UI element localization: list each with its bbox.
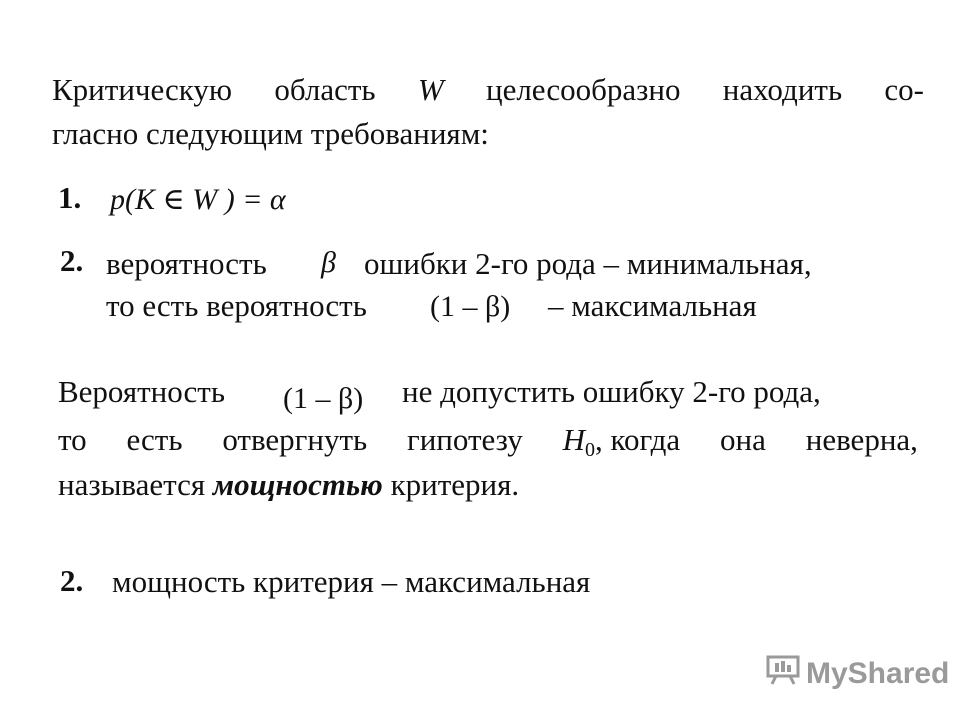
power-def-formula: (1 – β): [283, 382, 364, 415]
H-subscript: 0: [585, 439, 595, 461]
watermark-logo: [766, 655, 949, 693]
requirement-2-text-2: ошибки 2-го рода – минимальная,: [364, 246, 812, 281]
one-minus-beta-formula: (1 – β): [430, 290, 511, 323]
requirement-2-text-3: то есть вероятность: [106, 288, 367, 323]
word: находить: [722, 72, 843, 107]
word: она: [720, 422, 766, 457]
power-def-line-3: [58, 469, 519, 500]
word: неверна,: [805, 422, 918, 457]
variable-W: W: [417, 72, 444, 107]
hypothesis-H0: [563, 424, 681, 460]
word: Критическую: [52, 72, 233, 107]
text: называется: [58, 467, 213, 502]
watermark-text: MyShared: [806, 657, 950, 690]
beta-symbol: β: [321, 246, 336, 279]
word: , когда: [595, 422, 681, 457]
power-def-line-2: [58, 424, 918, 460]
requirement-2b-number: 2.: [60, 563, 84, 598]
word: то: [58, 422, 87, 457]
requirement-2b-text: мощность критерия – максимальная: [112, 564, 591, 599]
word: целесообразно: [485, 72, 681, 107]
requirement-1-number: 1.: [58, 180, 82, 215]
presentation-board-icon: [766, 655, 800, 693]
requirement-2-number: 2.: [60, 243, 84, 278]
requirement-2-text-1: вероятность: [106, 246, 267, 281]
word: гипотезу: [407, 422, 523, 457]
text: критерия.: [382, 467, 520, 502]
requirement-1-formula: p(K ∈ W ) = α: [110, 183, 286, 216]
power-def-word-1: Вероятность: [58, 374, 225, 409]
word: отвергнуть: [222, 422, 368, 457]
H-letter: H: [562, 422, 585, 457]
intro-line-1: [52, 74, 924, 105]
intro-line-2: гласно следующим требованиям:: [52, 116, 489, 151]
word: область: [274, 72, 376, 107]
power-def-line-1-rest: не допустить ошибку 2-го рода,: [402, 374, 821, 409]
requirement-2-text-4: – максимальная: [548, 288, 757, 323]
term-power: мощностью: [212, 467, 383, 502]
word: есть: [126, 422, 183, 457]
word: со-: [884, 72, 924, 107]
